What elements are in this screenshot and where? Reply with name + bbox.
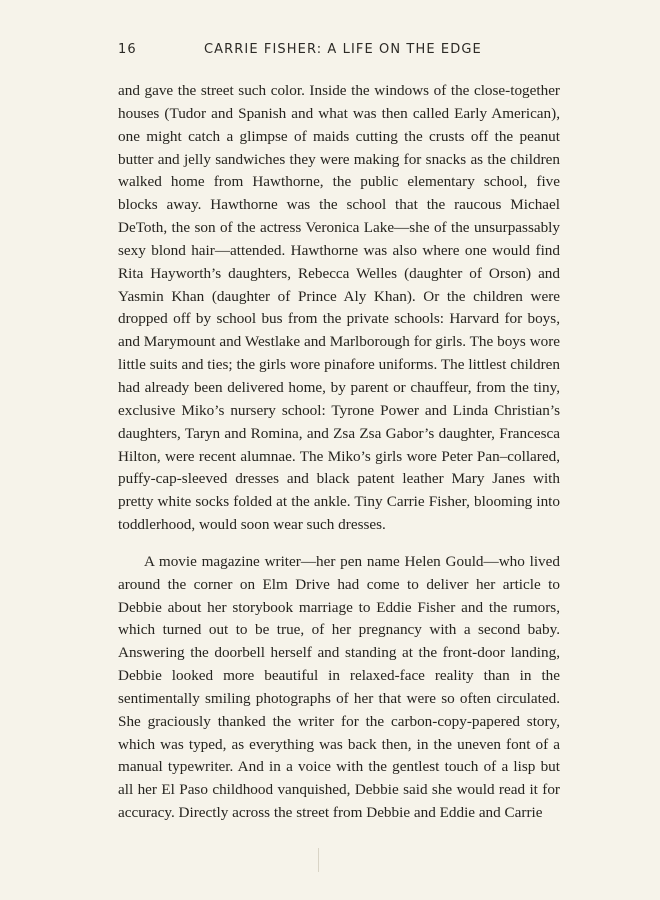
running-header: [118, 42, 560, 62]
page-number: 16: [118, 42, 137, 57]
paragraph: A movie magazine writer—her pen name Helen Gould—who lived around the corner on Elm Drive had come to deliver her article to Debbie about her storybook marriage to Eddie Fisher and the rumors, which turned out to be true, of her pregnancy with a second baby. Answering the doorbell herself and standing at the front-door landing, Debbie looked more beautiful in relaxed-face reality than in the sentimentally smiling photographs of her that were so often circulated. She graciously thanked the writer for the carbon-copy-papered story, which was typed, as everything was back then, in the uneven font of a manual typewriter. And in a voice with the gentlest touch of a lisp but all her El Paso childhood vanquished, Debbie said she would read it for accuracy. Directly across the street from Debbie and Eddie and Carrie: [118, 552, 560, 822]
paragraph: and gave the street such color. Inside the windows of the close-together houses (Tudor and Spanish and what was then called Early American), one might catch a glimpse of maids cutting the crusts off the peanut butter and jelly sandwiches they were making for snacks as the children walked home from Hawthorne, the public elementary school, five blocks away. Hawthorne was the school that the raucous Michael DeToth, the son of the actress Veronica Lake—she of the unsurpassably sexy blond hair—attended. Hawthorne was also where one would find Rita Hayworth’s daughters, Rebecca Welles (daughter of Orson) and Yasmin Khan (daughter of Prince Aly Khan). Or the children were dropped off by school bus from the private schools: Harvard for boys, and Marymount and Westlake and Marlborough for girls. The boys wore little suits and ties; the girls wore pinafore uniforms. The littlest children had already been delivered home, by parent or chauffeur, from the tiny, exclusive Miko’s nursery school: Tyrone Power and Linda Christian’s daughters, Taryn and Romina, and Zsa Zsa Gabor’s daughter, Francesca Hilton, were recent alumnae. The Miko’s girls wore Peter Pan–collared, puffy-cap-sleeved dresses and black patent leather Mary Janes with pretty white socks folded at the ankle. Tiny Carrie Fisher, blooming into toddlerhood, would soon wear such dresses.: [118, 82, 560, 534]
page-crease: [318, 848, 319, 872]
body-text: [118, 80, 560, 825]
book-title: CARRIE FISHER: A LIFE ON THE EDGE: [204, 42, 482, 57]
